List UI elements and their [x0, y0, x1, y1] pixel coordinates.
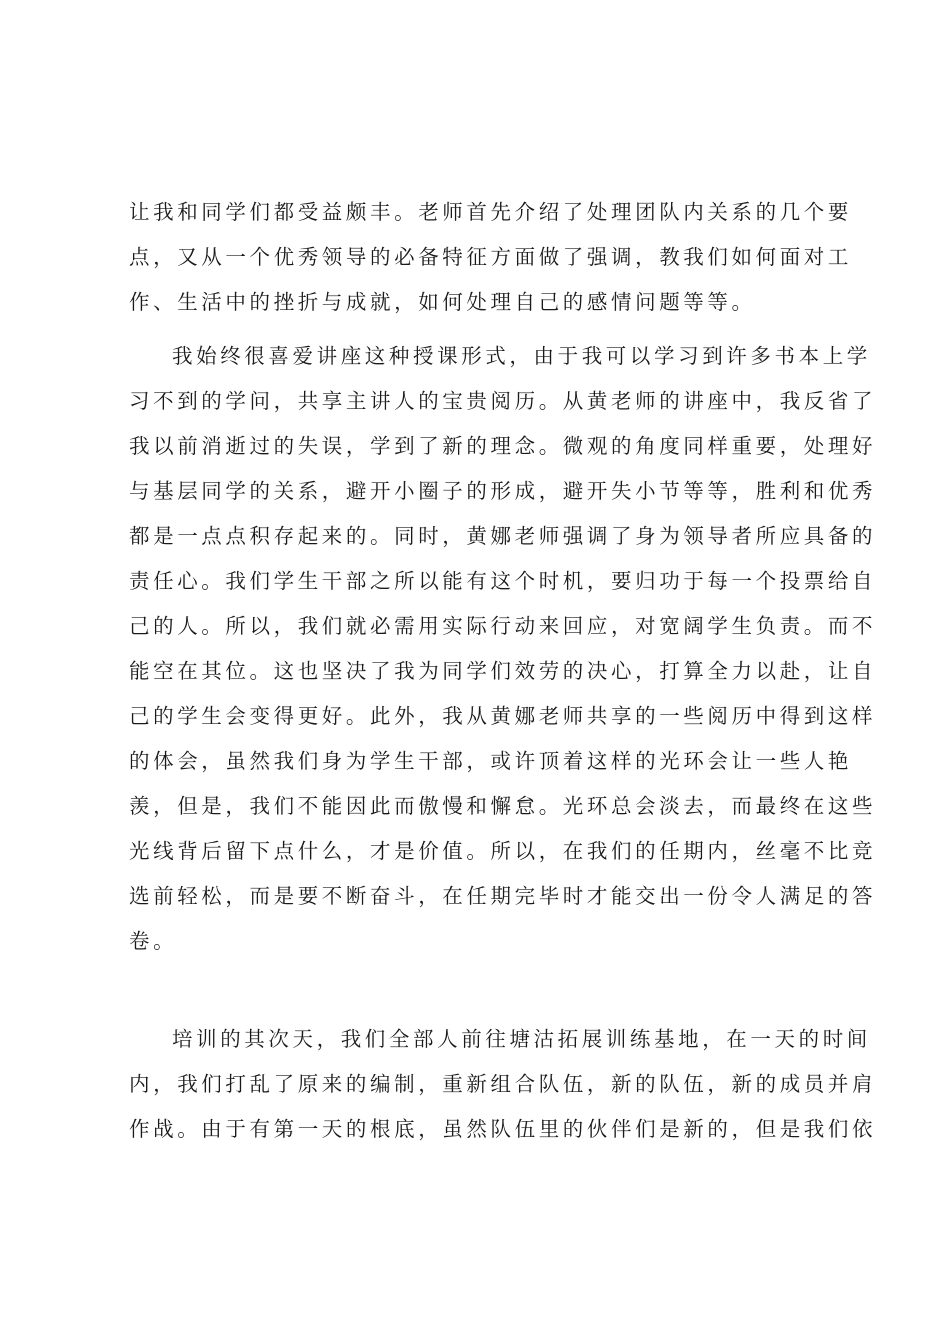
text-line: 都是一点点积存起来的。同时，黄娜老师强调了身为领导者所应具备的: [129, 524, 877, 548]
text-line: 作战。由于有第一天的根底，虽然队伍里的伙伴们是新的，但是我们依: [129, 1117, 877, 1141]
text-line: 培训的其次天，我们全部人前往塘沽拓展训练基地，在一天的时间: [172, 1027, 871, 1051]
paragraph-continuation: [129, 190, 852, 325]
text-line: 卷。: [129, 929, 178, 953]
text-line: 我以前消逝过的失误，学到了新的理念。微观的角度同样重要，处理好: [129, 434, 877, 458]
text-line: 内，我们打乱了原来的编制，重新组合队伍，新的队伍，新的成员并肩: [129, 1072, 877, 1096]
text-line: 羡，但是，我们不能因此而傲慢和懈怠。光环总会淡去，而最终在这些: [129, 794, 877, 818]
text-line: 我始终很喜爱讲座这种授课形式，由于我可以学习到许多书本上学: [172, 344, 871, 368]
text-line: 光线背后留下点什么，才是价值。所以，在我们的任期内，丝毫不比竞: [129, 839, 877, 863]
text-line: 习不到的学问，共享主讲人的宝贵阅历。从黄老师的讲座中，我反省了: [129, 389, 877, 413]
text-line: 让我和同学们都受益颇丰。老师首先介绍了处理团队内关系的几个要: [129, 200, 852, 224]
text-line: 责任心。我们学生干部之所以能有这个时机，要归功于每一个投票给自: [129, 569, 877, 593]
paragraph-lecture-reflection: [129, 334, 877, 964]
text-line: 己的学生会变得更好。此外，我从黄娜老师共享的一些阅历中得到这样: [129, 704, 877, 728]
text-line: 与基层同学的关系，避开小圈子的形成，避开失小节等等，胜利和优秀: [129, 479, 877, 503]
text-line: 点，又从一个优秀领导的必备特征方面做了强调，教我们如何面对工: [129, 245, 852, 269]
text-line: 能空在其位。这也坚决了我为同学们效劳的决心，打算全力以赴，让自: [129, 659, 877, 683]
text-line: 作、生活中的挫折与成就，如何处理自己的感情问题等等。: [129, 290, 756, 314]
text-line: 选前轻松，而是要不断奋斗，在任期完毕时才能交出一份令人满足的答: [129, 884, 877, 908]
paragraph-second-day-training: [129, 1017, 877, 1152]
text-line: 的体会，虽然我们身为学生干部，或许顶着这样的光环会让一些人艳: [129, 749, 852, 773]
text-line: 己的人。所以，我们就必需用实际行动来回应，对宽阔学生负责。而不: [129, 614, 877, 638]
